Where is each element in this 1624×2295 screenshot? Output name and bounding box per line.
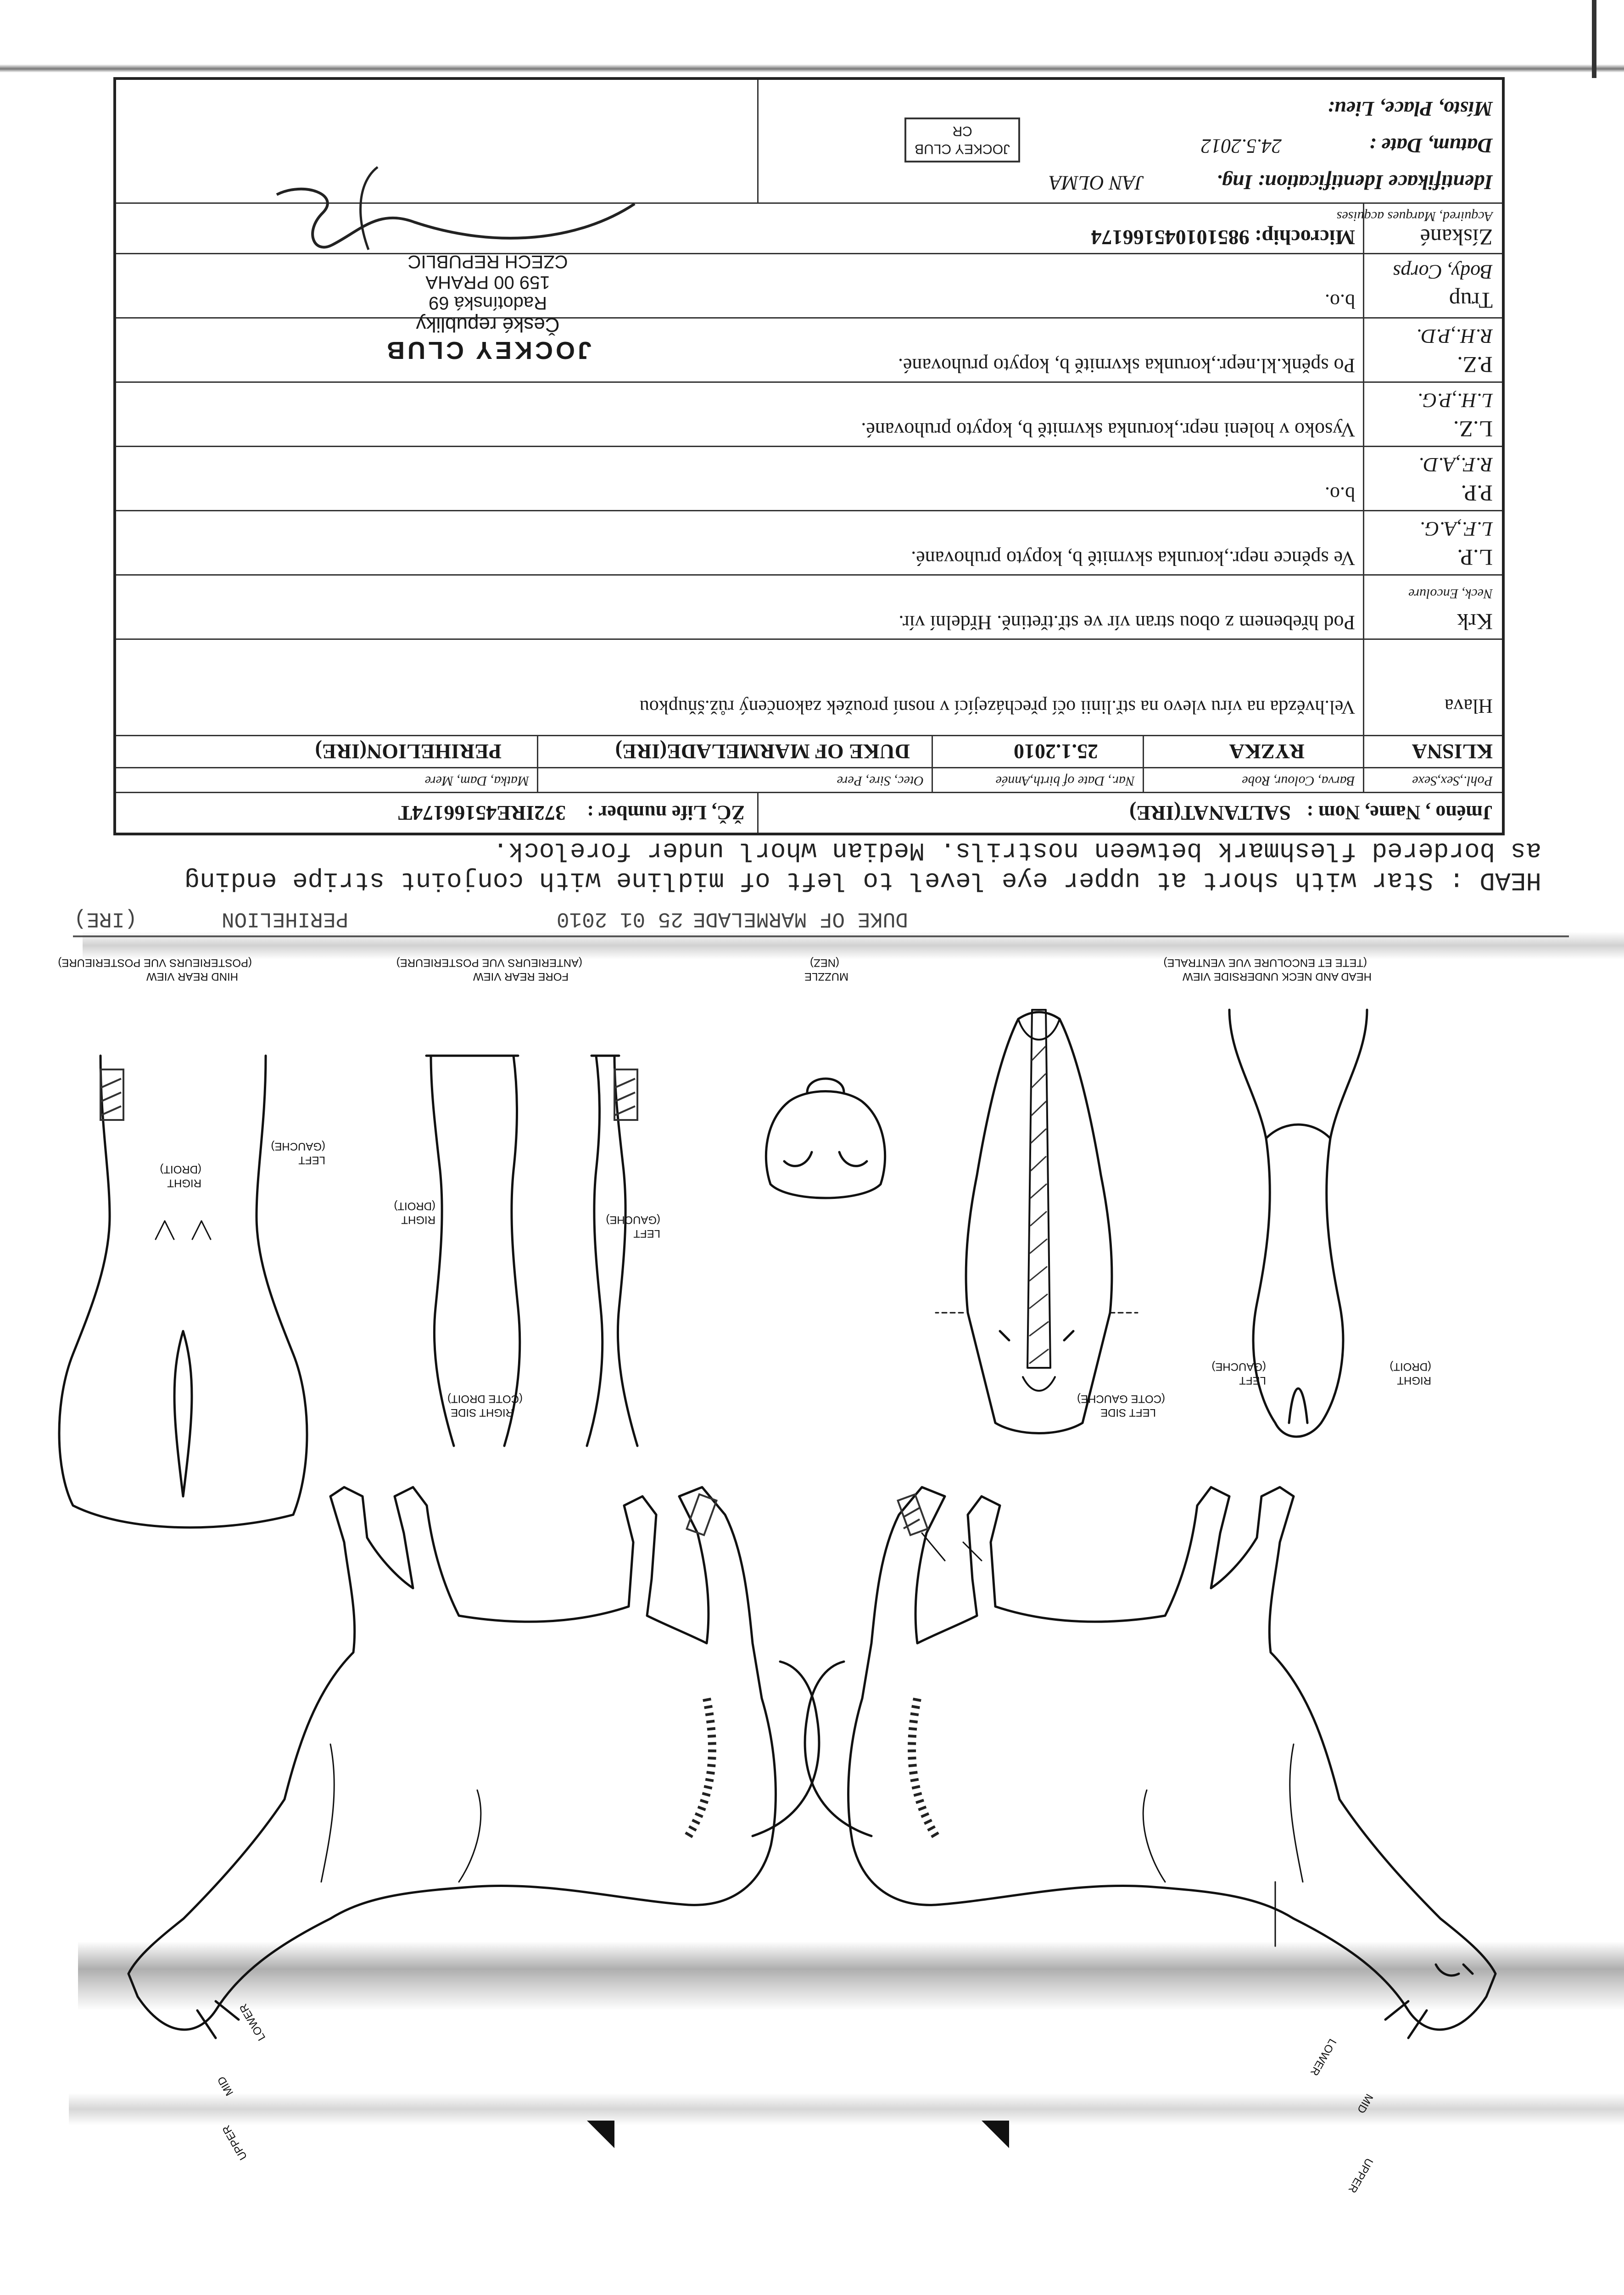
row-right-hind: [116, 317, 1502, 383]
club-line-2: České republiky: [416, 313, 560, 336]
life-number-label: ŽČ, Life number :: [587, 801, 745, 824]
strip-origin: (IRE): [73, 907, 137, 931]
trup-sublabel: Body, Corps: [1393, 261, 1493, 283]
dam-value: PERIHELION(IRE): [315, 740, 502, 763]
label-hind-rear-fr: (POSTERIEURS VUE POSTERIEURE): [58, 957, 252, 969]
identification-table: [113, 77, 1505, 835]
label-left-head: LEFT: [1239, 1374, 1266, 1387]
date-label: Datum, Date :: [1369, 134, 1493, 157]
stamp-line-2: CR: [952, 123, 972, 139]
row-pedigree: [116, 735, 1502, 768]
label-right-fore-fr: (DROIT): [394, 1200, 435, 1212]
col-dob-label: Nar., Date of birth,Année: [995, 773, 1135, 789]
signature-mark: [240, 158, 653, 268]
label-left-head-fr: (GAUCHE): [1211, 1360, 1266, 1373]
lp-marking: Ve spěnce nepr.,korunka skvrnitě b, kopyto pruhované.: [911, 547, 1355, 570]
sire-value: DUKE OF MARMELADE(IRE): [615, 740, 910, 763]
label-mid: MID: [215, 2074, 236, 2098]
lp-label: L.P.: [1457, 545, 1493, 571]
row-left-hind: [116, 381, 1502, 447]
place-label: Místo, Place, Lieu:: [1327, 97, 1493, 121]
label-hind-rear: HIND REAR VIEW: [146, 970, 238, 983]
pz-label: P.Z.: [1457, 352, 1493, 378]
pz-marking: Po spěnk.kl.nepr.,korunka skvrnitě b, kopyto pruhované.: [898, 354, 1355, 377]
strip-sire: DUKE OF MARMELADE: [692, 907, 908, 931]
identifier-name: JAN OLMA: [1049, 172, 1144, 194]
label-muzzle: MUZZLE: [804, 970, 848, 983]
lz-sublabel: L.H.,P.G.: [1417, 389, 1493, 412]
neck-marking: Pod hřebenem z obou stran vír ve stř.třetině. Hřdelní vír.: [899, 611, 1355, 634]
label-left-hind: LEFT: [298, 1154, 325, 1166]
life-number-value: 372IRE45166174T: [398, 801, 566, 825]
left-side-horse: [805, 1487, 1496, 2038]
trup-label: Trup: [1449, 288, 1493, 313]
label-right-hind: RIGHT: [167, 1177, 201, 1189]
dob-value: 25.1.2010: [1014, 740, 1098, 763]
blaze-hatching: [1030, 1047, 1048, 1363]
head-label: Hlava: [1444, 695, 1493, 717]
club-line-1: JOCKEY CLUB: [384, 336, 592, 364]
strip-dam: PERIHELION: [221, 907, 348, 931]
head-front-view: [936, 1010, 1138, 1433]
label-upper: UPPER: [220, 2123, 250, 2162]
lp-sublabel: L.F.,A.G.: [1419, 518, 1493, 540]
tail-hatching: [912, 1698, 936, 1836]
jockey-club-stamp: [327, 251, 648, 364]
typed-note-line-2: as bordered fleshmark between nostrils. Median whorl under forelock.: [492, 836, 1541, 865]
marking-hatches: [100, 1069, 927, 1535]
name-label: Jméno , Name, Nom :: [1306, 801, 1493, 824]
label-fore-rear-fr: (ANTERIEURS VUE POSTERIEURE): [396, 957, 582, 969]
triangle-marker: [587, 2121, 614, 2148]
club-line-3: Radotínská 69: [429, 293, 547, 313]
row-right-fore: [116, 446, 1502, 511]
label-left-side: LEFT SIDE: [1100, 1406, 1156, 1419]
tail-hatching: [688, 1698, 712, 1836]
col-colour-label: Barva, Colour, Robe: [1242, 773, 1355, 789]
horse-silhouette-diagrams: [0, 849, 1624, 2295]
right-side-horse: [128, 1487, 819, 2038]
muzzle-view: [766, 1079, 885, 1198]
row-left-fore: [116, 510, 1502, 576]
col-dam-label: Matka, Dam, Mere: [424, 773, 529, 789]
label-left-fore: LEFT: [633, 1227, 660, 1240]
identification-label: Identifikace Identification: Ing.: [1217, 171, 1493, 194]
stamp-line-1: JOCKEY CLUB: [915, 141, 1010, 157]
label-right-side: RIGHT SIDE: [451, 1406, 513, 1419]
label-lower: LOWER: [237, 2001, 268, 2043]
label-right-hind-fr: (DROIT): [160, 1163, 201, 1175]
pp-sublabel: R.F.,A.D.: [1418, 453, 1493, 476]
pp-marking: b.o.: [1325, 483, 1355, 505]
label-mid-2: MID: [1354, 2092, 1376, 2116]
label-left-side-fr: (COTE GAUCHE): [1077, 1393, 1165, 1405]
label-right-head: RIGHT: [1397, 1374, 1431, 1387]
name-value: SALTANAT(IRE): [1129, 801, 1291, 825]
col-sire-label: Otec, Sire, Pere: [837, 773, 924, 789]
neck-sublabel: Neck, Encolure: [1408, 586, 1493, 601]
pp-label: P.P.: [1461, 481, 1493, 506]
label-muzzle-fr: (NEZ): [810, 957, 839, 969]
acquired-label: Získané: [1420, 224, 1493, 250]
row-head: [116, 638, 1502, 736]
club-line-5: CZECH REPUBLIC: [407, 252, 568, 272]
label-right-side-fr: (COTE DROIT): [447, 1393, 523, 1405]
strip-dob: 25 01 2010: [556, 907, 683, 931]
lz-label: L.Z.: [1453, 416, 1493, 442]
typed-note-line-1: HEAD : Star with short at upper eye level to left of midline with conjoint stripe ending: [184, 866, 1541, 895]
hind-rear-view: [59, 1056, 307, 1528]
sex-value: KLISNA: [1412, 740, 1493, 763]
date-value: 24.5.2012: [1201, 135, 1282, 157]
row-name: [116, 792, 1502, 833]
col-sex-label: Pohl.,Sex,Sexe: [1412, 773, 1493, 789]
label-left-fore-fr: (GAUCHE): [606, 1214, 660, 1226]
acquired-sublabel: Acquired, Marques acquises: [1336, 209, 1493, 224]
head-marking: Vel.hvězda na víru vlevo na stř.linii očí přecházející v nosní proužek zakončený růž.šňupkou: [639, 696, 1355, 717]
label-upper-2: UPPER: [1345, 2156, 1376, 2195]
label-lower-2: LOWER: [1307, 2037, 1339, 2078]
label-right-fore: RIGHT: [401, 1214, 435, 1226]
lz-marking: Vysoko v holeni nepr.,korunka skvrnitě b, kopyto pruhované.: [861, 419, 1355, 441]
neck-label: Krk: [1457, 609, 1493, 635]
row-column-headers: [116, 767, 1502, 793]
triangle-marker: [982, 2121, 1009, 2148]
jockey-club-stamp-small: [904, 118, 1020, 162]
fore-rear-view-legs: [426, 1056, 637, 1446]
label-head-neck-fr: (TETE ET ENCOLURE VUE VENTRALE): [1163, 957, 1367, 969]
trup-marking: b.o.: [1325, 290, 1355, 313]
row-neck: [116, 574, 1502, 640]
colour-value: RYZKA: [1229, 740, 1305, 763]
pz-sublabel: R.H.,P.D.: [1416, 325, 1493, 347]
label-fore-rear: FORE REAR VIEW: [473, 970, 569, 983]
label-head-neck: HEAD AND NECK UNDERSIDE VIEW: [1182, 970, 1372, 983]
microchip-value: Microchip: 985101045166174: [1091, 226, 1355, 249]
club-line-4: 159 00 PRAHA: [425, 272, 550, 292]
label-right-head-fr: (DROIT): [1390, 1360, 1431, 1373]
label-left-hind-fr: (GAUCHE): [271, 1140, 325, 1153]
